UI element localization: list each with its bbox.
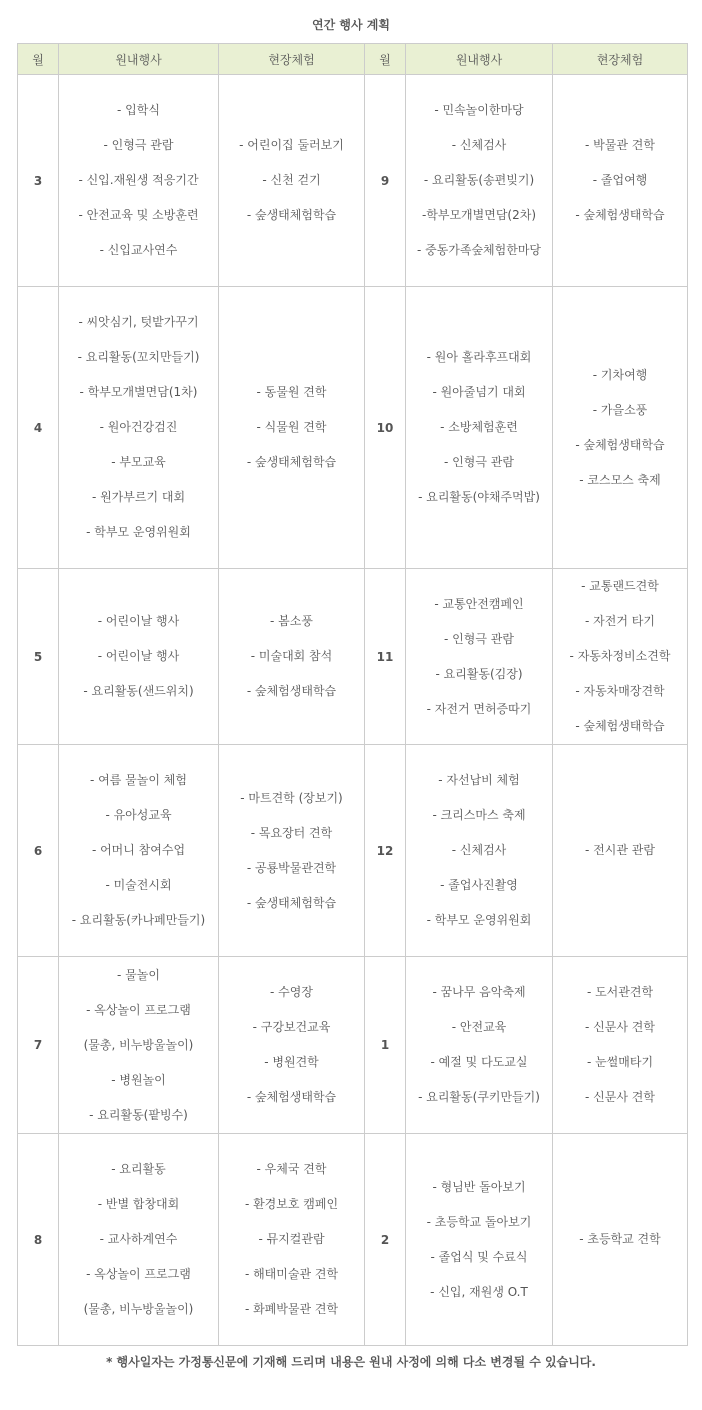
list-item: - 숲생태체험학습 — [246, 208, 337, 222]
field-trips-cell-list — [219, 975, 364, 1115]
in-house-events-cell — [406, 957, 553, 1134]
list-item: - 졸업사진촬영 — [440, 878, 518, 892]
in-house-events-cell-list — [59, 305, 218, 550]
list-item: - 유아성교육 — [105, 808, 172, 822]
list-item: - 뮤지컬관람 — [258, 1232, 325, 1246]
table-row — [18, 1134, 688, 1346]
list-item: - 숲생태체험학습 — [246, 895, 337, 910]
list-item: - 원아줄넘기 대회 — [432, 385, 526, 399]
field-trips-cell-list — [553, 358, 687, 498]
in-house-events-cell-list — [59, 958, 218, 1133]
list-item: - 신체검사 — [451, 138, 507, 152]
list-item: (물총, 비누방울놀이) — [83, 1037, 194, 1052]
field-trips-cell — [553, 745, 688, 957]
month-cell: 8 — [18, 1134, 59, 1346]
table-row — [18, 287, 688, 569]
list-item: - 요리활동(팥빙수) — [89, 1107, 188, 1122]
list-item: - 크리스마스 축제 — [432, 808, 526, 822]
list-item: - 원가부르기 대회 — [91, 490, 186, 504]
in-house-events-cell-list — [406, 93, 552, 268]
in-house-events-cell-list — [406, 975, 552, 1115]
in-house-events-cell — [59, 287, 219, 569]
field-trips-cell — [219, 745, 365, 957]
list-item: - 요리활동(송편빚기) — [423, 173, 535, 187]
list-item: - 졸업식 및 수료식 — [430, 1249, 528, 1264]
list-item: - 소방체험훈련 — [440, 420, 518, 434]
list-item: - 원아건강검진 — [99, 420, 178, 434]
field-trips-cell — [219, 287, 365, 569]
list-item: - 숲생태체험학습 — [246, 455, 337, 469]
list-item: - 옥상놀이 프로그램 — [86, 1267, 191, 1281]
list-item: - 환경보호 캠페인 — [244, 1197, 339, 1211]
list-item: - 숲체험생태학습 — [246, 1090, 337, 1104]
list-item: - 씨앗심기, 텃밭가꾸기 — [78, 315, 199, 329]
list-item: - 신입, 재원생 O.T — [430, 1284, 528, 1299]
list-item: - 수영장 — [270, 985, 313, 999]
list-item: - 중동가족숲체험한마당 — [416, 243, 542, 257]
table-row — [18, 569, 688, 745]
list-item: -학부모개별면담(2차) — [421, 208, 537, 222]
list-item: - 학부모 운영위원회 — [426, 913, 532, 927]
list-item: - 봄소풍 — [270, 614, 313, 628]
list-item: - 공룡박물관견학 — [246, 860, 337, 875]
list-item: - 도서관견학 — [586, 985, 654, 999]
in-house-events-cell — [59, 75, 219, 287]
list-item: - 초등학교 돌아보기 — [426, 1214, 532, 1229]
list-item: - 입학식 — [117, 103, 160, 117]
list-item: - 병원견학 — [264, 1055, 319, 1069]
list-item: - 병원놀이 — [111, 1072, 166, 1087]
in-house-events-cell-list — [59, 93, 218, 268]
list-item: - 민속놀이한마당 — [434, 103, 524, 117]
list-item: - 구강보건교육 — [252, 1020, 331, 1034]
field-trips-cell-list — [553, 833, 687, 868]
list-item: - 어린이집 둘러보기 — [239, 138, 344, 152]
list-item: - 여름 물놀이 체험 — [90, 773, 187, 787]
field-trips-cell-list — [553, 975, 687, 1115]
list-item: - 마트견학 (장보기) — [240, 790, 343, 805]
field-trips-cell-list — [219, 128, 364, 233]
list-item: - 요리활동(카나페만들기) — [71, 913, 206, 927]
list-item: - 초등학교 견학 — [579, 1232, 661, 1246]
month-cell: 6 — [18, 745, 59, 957]
list-item: - 형님반 돌아보기 — [432, 1179, 526, 1194]
list-item: - 해태미술관 견학 — [244, 1267, 339, 1281]
table-header-row — [18, 44, 688, 75]
header-in-house-events-2: 원내행사 — [406, 44, 553, 75]
list-item: - 미술전시회 — [105, 878, 172, 892]
field-trips-cell — [553, 75, 688, 287]
field-trips-cell — [219, 1134, 365, 1346]
list-item: - 요리활동(샌드위치) — [83, 684, 194, 698]
in-house-events-cell-list — [59, 1152, 218, 1327]
in-house-events-cell — [59, 1134, 219, 1346]
header-field-trips-1: 현장체험 — [219, 44, 365, 75]
list-item: - 교통안전캠페인 — [434, 596, 524, 611]
list-item: - 교사하계연수 — [99, 1232, 178, 1246]
field-trips-cell — [553, 569, 688, 745]
list-item: - 자동차매장견학 — [575, 684, 665, 698]
in-house-events-cell — [406, 287, 553, 569]
list-item: (물총, 비누방울놀이) — [83, 1302, 194, 1316]
list-item: - 식물원 견학 — [256, 420, 327, 434]
list-item: - 부모교육 — [111, 455, 166, 469]
list-item: - 요리활동(쿠키만들기) — [418, 1090, 540, 1104]
list-item: - 어린이날 행사 — [97, 614, 180, 628]
month-cell: 3 — [18, 75, 59, 287]
list-item: - 옥상놀이 프로그램 — [86, 1002, 191, 1017]
field-trips-cell — [553, 957, 688, 1134]
list-item: - 요리활동 — [111, 1162, 166, 1176]
list-item: - 반별 합창대회 — [97, 1197, 180, 1211]
month-cell: 12 — [365, 745, 406, 957]
list-item: - 신체검사 — [451, 843, 507, 857]
list-item: - 안전교육 — [451, 1020, 507, 1034]
in-house-events-cell — [406, 1134, 553, 1346]
field-trips-cell-list — [553, 1222, 687, 1257]
list-item: - 자동차정비소견학 — [569, 649, 671, 663]
field-trips-cell-list — [219, 781, 364, 921]
month-cell: 1 — [365, 957, 406, 1134]
list-item: - 예절 및 다도교실 — [430, 1055, 528, 1069]
list-item: - 꿈나무 음악축제 — [432, 985, 526, 999]
list-item: - 인형극 관람 — [444, 631, 514, 646]
list-item: - 숲체험생태학습 — [575, 719, 665, 733]
field-trips-cell — [553, 1134, 688, 1346]
list-item: - 원아 홀라후프대회 — [426, 350, 532, 364]
in-house-events-cell — [406, 745, 553, 957]
field-trips-cell-list — [553, 569, 687, 744]
header-month-1: 월 — [18, 44, 59, 75]
month-cell: 7 — [18, 957, 59, 1134]
list-item: - 요리활동(꼬치만들기) — [77, 350, 200, 364]
list-item: - 물놀이 — [117, 967, 160, 982]
list-item: - 어머니 참여수업 — [91, 843, 186, 857]
month-cell: 2 — [365, 1134, 406, 1346]
field-trips-cell-list — [553, 128, 687, 233]
list-item: - 인형극 관람 — [103, 138, 174, 152]
list-item: - 자전거 타기 — [585, 614, 655, 628]
list-item: - 안전교육 및 소방훈련 — [78, 208, 199, 222]
field-trips-cell — [553, 287, 688, 569]
list-item: - 박물관 견학 — [585, 138, 655, 152]
month-cell: 5 — [18, 569, 59, 745]
list-item: - 숲체험생태학습 — [575, 208, 665, 222]
list-item: - 미술대회 참석 — [250, 649, 333, 663]
in-house-events-cell-list — [406, 1170, 552, 1310]
list-item: - 인형극 관람 — [444, 455, 514, 469]
list-item: - 어린이날 행사 — [97, 649, 180, 663]
schedule-notice: * 행사일자는 가정통신문에 기재해 드리며 내용은 원내 사정에 의해 다소 변경될 수 있습니다. — [106, 1355, 596, 1369]
header-field-trips-2: 현장체험 — [553, 44, 688, 75]
annual-event-plan-table — [17, 43, 688, 1346]
in-house-events-cell-list — [59, 763, 218, 938]
list-item: - 신입.재원생 적응기간 — [78, 173, 199, 187]
header-month-2: 월 — [365, 44, 406, 75]
list-item: - 자선납비 체험 — [438, 773, 520, 787]
table-row — [18, 745, 688, 957]
in-house-events-cell-list — [406, 587, 552, 727]
list-item: - 졸업여행 — [592, 173, 648, 187]
list-item: - 교통랜드견학 — [581, 579, 659, 593]
field-trips-cell-list — [219, 604, 364, 709]
page-title: 연간 행사 계획 — [312, 18, 390, 32]
list-item: - 화폐박물관 견학 — [244, 1302, 339, 1316]
month-cell: 11 — [365, 569, 406, 745]
list-item: - 학부모개별면담(1차) — [79, 385, 198, 399]
list-item: - 신문사 견학 — [585, 1020, 655, 1034]
month-cell: 10 — [365, 287, 406, 569]
field-trips-cell-list — [219, 375, 364, 480]
list-item: - 코스모스 축제 — [579, 472, 661, 487]
field-trips-cell-list — [219, 1152, 364, 1327]
header-in-house-events-1: 원내행사 — [59, 44, 219, 75]
in-house-events-cell — [59, 957, 219, 1134]
list-item: - 숲체험생태학습 — [246, 684, 337, 698]
table-row — [18, 75, 688, 287]
in-house-events-cell — [59, 569, 219, 745]
list-item: - 가을소풍 — [592, 402, 648, 417]
list-item: - 요리활동(야채주먹밥) — [418, 490, 540, 504]
list-item: - 자전거 면허증따기 — [426, 701, 532, 716]
in-house-events-cell-list — [406, 340, 552, 515]
list-item: - 신입교사연수 — [99, 243, 178, 257]
list-item: - 전시관 관람 — [585, 843, 655, 857]
list-item: - 기차여행 — [592, 367, 648, 382]
list-item: - 학부모 운영위원회 — [86, 525, 191, 539]
field-trips-cell — [219, 569, 365, 745]
field-trips-cell — [219, 75, 365, 287]
list-item: - 눈썰매타기 — [586, 1055, 654, 1069]
list-item: - 숲체험생태학습 — [575, 437, 665, 452]
in-house-events-cell-list — [406, 763, 552, 938]
list-item: - 목요장터 견학 — [250, 825, 333, 840]
list-item: - 신문사 견학 — [585, 1090, 655, 1104]
field-trips-cell — [219, 957, 365, 1134]
in-house-events-cell — [406, 569, 553, 745]
in-house-events-cell-list — [59, 604, 218, 709]
in-house-events-cell — [406, 75, 553, 287]
in-house-events-cell — [59, 745, 219, 957]
table-row — [18, 957, 688, 1134]
list-item: - 동물원 견학 — [256, 385, 327, 399]
month-cell: 9 — [365, 75, 406, 287]
month-cell: 4 — [18, 287, 59, 569]
list-item: - 우체국 견학 — [256, 1162, 327, 1176]
list-item: - 신천 걷기 — [262, 173, 321, 187]
list-item: - 요리활동(김장) — [435, 666, 523, 681]
